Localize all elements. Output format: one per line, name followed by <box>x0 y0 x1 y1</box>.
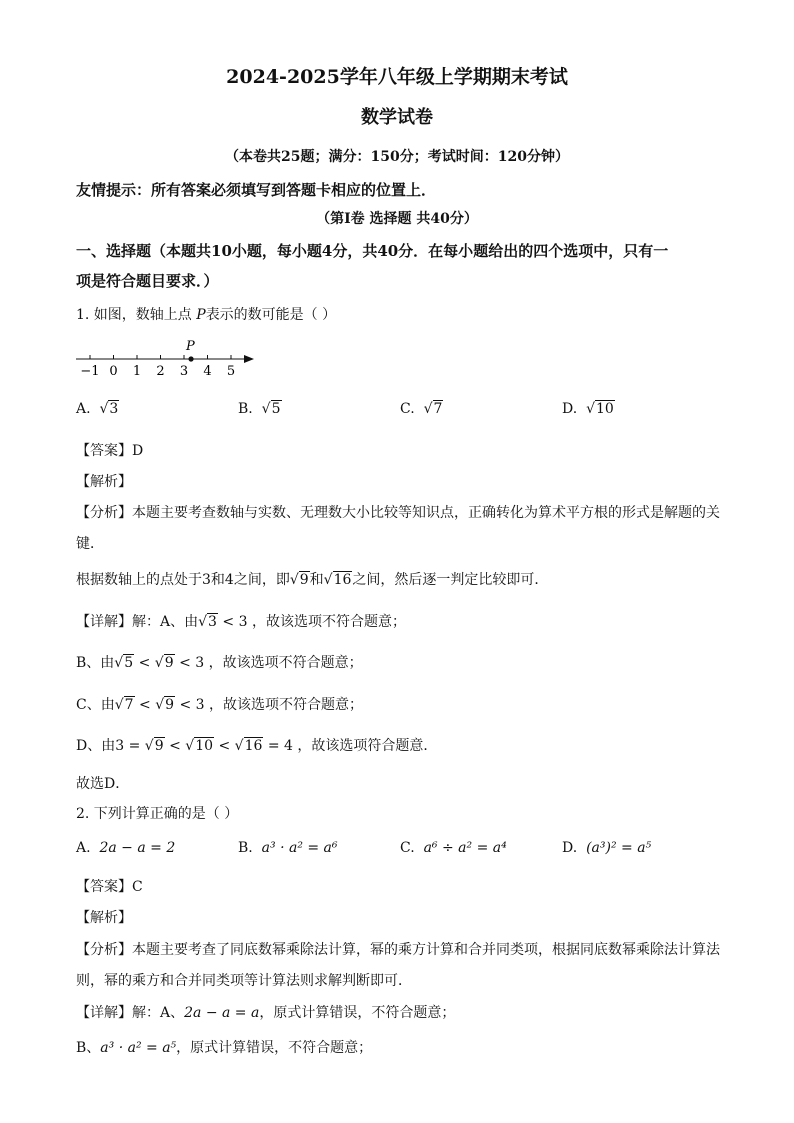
exam-title: 2024-2025学年八年级上学期期末考试 <box>226 66 568 88</box>
q1-option-a <box>76 401 119 417</box>
q2-stem: 2. 下列计算正确的是（ ） <box>76 806 239 822</box>
number-line-tick-label: 2 <box>156 364 165 379</box>
q2-analysis-tag: 【解析】 <box>76 910 132 926</box>
section-title: （第Ⅰ卷 选择题 共40分） <box>316 211 478 227</box>
number-line-tick-label: 1 <box>132 364 142 379</box>
q2-option-a: A. 2a − a = 2 <box>76 840 176 856</box>
q2-detail-a: 【详解】解：A、2a − a = a，原式计算错误，不符合题意； <box>76 1005 456 1021</box>
q1-detail-a: 【详解】解：A、由√3 < 3 ，故该选项不符合题意； <box>76 614 406 630</box>
q1-option-d-value: √10 <box>586 401 614 417</box>
q2-option-d: D. (a³)² = a⁵ <box>562 840 652 856</box>
q1-analysis-line2: 键． <box>76 536 104 552</box>
q1-option-d <box>562 401 615 417</box>
number-line-tick-label: −1 <box>80 364 100 379</box>
q1-reasoning: 根据数轴上的点处于3和4之间，即√9和√16之间，然后逐一判定比较即可． <box>76 572 549 588</box>
number-line-tick-label: 4 <box>203 364 212 379</box>
q1-option-d-letter: D. <box>562 401 578 417</box>
q1-answer: 【答案】D <box>76 443 144 459</box>
q2-analysis-line2: 则，幂的乘方和合并同类项等计算法则求解判断即可． <box>76 973 412 989</box>
section1-instructions-line1: 一、选择题（本题共10小题，每小题4分，共40分．在每小题给出的四个选项中，只有一 <box>76 242 669 260</box>
q1-option-b <box>238 401 282 417</box>
q2-option-c: C. a⁶ ÷ a² = a⁴ <box>400 840 507 856</box>
q2-analysis-line1: 【分析】本题主要考查了同底数幂乘除法计算，幂的乘方计算和合并同类项，根据同底数幂乘除法计算法 <box>76 942 720 958</box>
q1-option-a-value: √3 <box>99 401 119 417</box>
exam-note: （本卷共25题；满分：150分；考试时间：120分钟） <box>225 149 569 165</box>
q1-option-c <box>400 401 443 417</box>
q1-option-c-value: √7 <box>423 401 443 417</box>
q1-option-b-letter: B. <box>238 401 253 417</box>
q2-option-b: B. a³ · a² = a⁶ <box>238 840 338 856</box>
section1-instructions-line2: 项是符合题目要求．） <box>76 272 219 290</box>
q1-detail-c: C、由√7 < √9 < 3 ，故该选项不符合题意； <box>76 697 364 713</box>
exam-subtitle: 数学试卷 <box>361 107 433 128</box>
q1-option-b-value: √5 <box>261 401 281 417</box>
q1-option-c-letter: C. <box>400 401 415 417</box>
q1-analysis-tag: 【解析】 <box>76 474 132 490</box>
q2-detail-b: B、a³ · a² = a⁵，原式计算错误，不符合题意； <box>76 1040 373 1056</box>
q1-stem <box>76 304 336 324</box>
q1-analysis-line1: 【分析】本题主要考查数轴与实数、无理数大小比较等知识点，正确转化为算术平方根的形式是解题的关 <box>76 505 720 521</box>
q2-answer: 【答案】C <box>76 879 143 895</box>
number-line-arrow <box>244 355 254 363</box>
number-line-tick-label: 3 <box>179 364 189 379</box>
q1-conclusion: 故选D． <box>76 776 130 792</box>
q1-stem-var: P <box>196 307 206 323</box>
friendly-tip: 友情提示：所有答案必须填写到答题卡相应的位置上． <box>76 181 437 199</box>
q1-number-line <box>70 332 260 382</box>
q1-detail-d: D、由3 = √9 < √10 < √16 = 4 ，故该选项符合题意． <box>76 738 438 754</box>
q1-stem-text: 1. 如图，数轴上点 <box>76 307 192 323</box>
number-line-point-label: P <box>186 339 195 354</box>
number-line-point-p <box>188 356 193 361</box>
number-line-tick-label: 0 <box>109 364 118 379</box>
q1-detail-b: B、由√5 < √9 < 3 ，故该选项不符合题意； <box>76 655 363 671</box>
q1-option-a-letter: A. <box>76 401 91 417</box>
q1-stem-tail: 表示的数可能是（ ） <box>205 307 337 323</box>
number-line-tick-label: 5 <box>226 364 236 379</box>
